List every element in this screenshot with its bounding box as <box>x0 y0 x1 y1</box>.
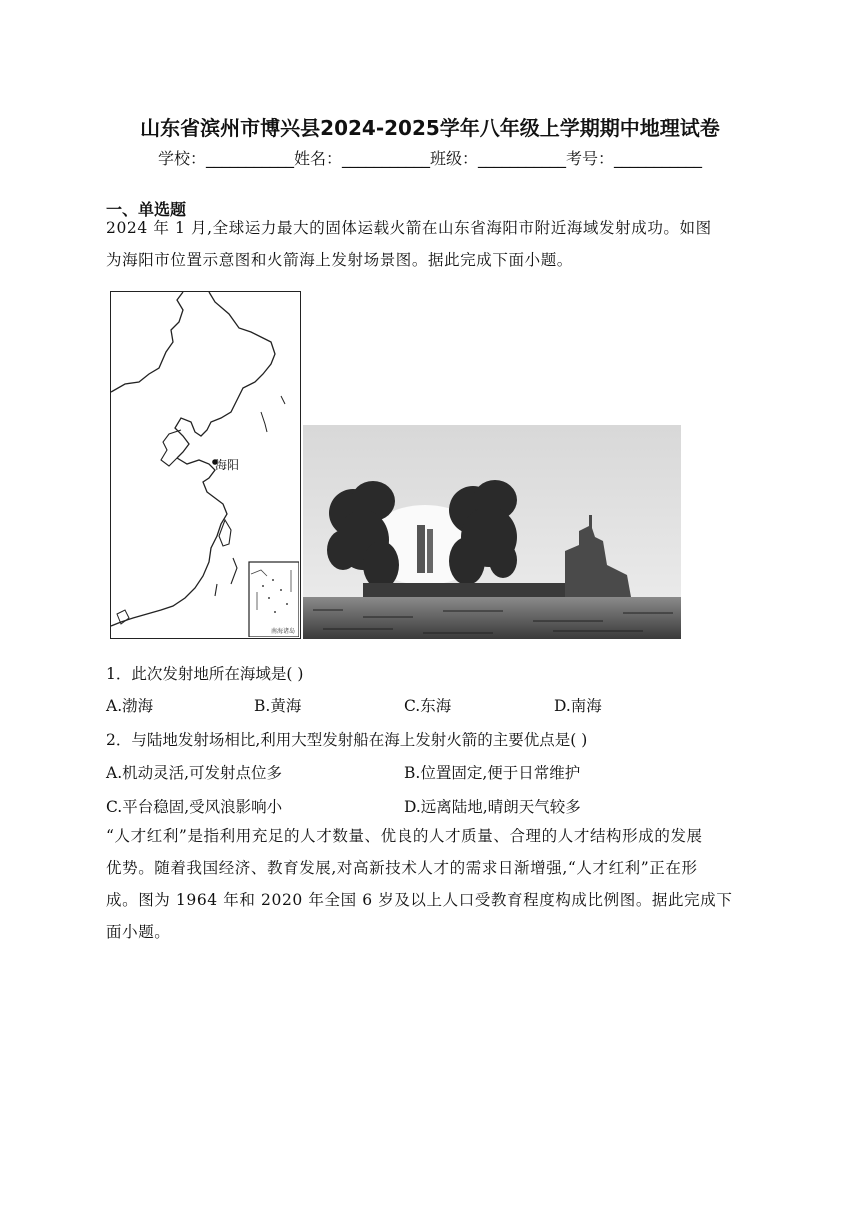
q2-option-a: A.机动灵活,可发射点位多 <box>106 764 283 782</box>
section-heading: 一、单选题 <box>106 200 187 219</box>
inset-label-south-china-sea: 南海诸岛 <box>271 628 296 635</box>
haiyang-location-map <box>110 291 301 639</box>
q2-option-d: D.远离陆地,晴朗天气较多 <box>404 798 581 816</box>
q1-option-d: D.南海 <box>554 697 602 715</box>
q2-option-b: B.位置固定,便于日常维护 <box>404 764 581 782</box>
question-2-stem: 2．与陆地发射场相比,利用大型发射船在海上发射火箭的主要优点是( ) <box>106 731 588 749</box>
question-1-stem: 1．此次发射地所在海域是( ) <box>106 665 304 683</box>
q1-option-c: C.东海 <box>404 697 452 715</box>
page-title: 山东省滨州市博兴县2024-2025学年八年级上学期期中地理试卷 <box>140 116 720 140</box>
launch-scene-svg <box>303 425 681 639</box>
intro-paragraph-1: 2024 年 1 月,全球运力最大的固体运载火箭在山东省海阳市附近海域发射成功。如图 为海阳市位置示意图和火箭海上发射场景图。据此完成下面小题。 <box>106 219 712 269</box>
student-info-line: 学校：___________姓名：___________班级：___________考号：___________ <box>157 149 702 168</box>
q1-option-b: B.黄海 <box>254 697 302 715</box>
rocket-sea-launch-photo <box>303 425 681 639</box>
china-coast-map-svg <box>111 292 299 637</box>
city-label-haiyang: 海阳 <box>215 458 240 472</box>
intro-paragraph-2: “人才红利”是指利用充足的人才数量、优良的人才质量、合理的人才结构形成的发展 优势。随着我国经济、教育发展,对高新技术人才的需求日渐增强,“人才红利”正在形 成。图为 1964 年和 2020 年全国 6 岁及以上人口受教育程度构成比例图。据此完成下 面小题。 <box>106 827 733 941</box>
q1-option-a: A.渤海 <box>106 697 154 715</box>
q2-option-c: C.平台稳固,受风浪影响小 <box>106 798 283 816</box>
